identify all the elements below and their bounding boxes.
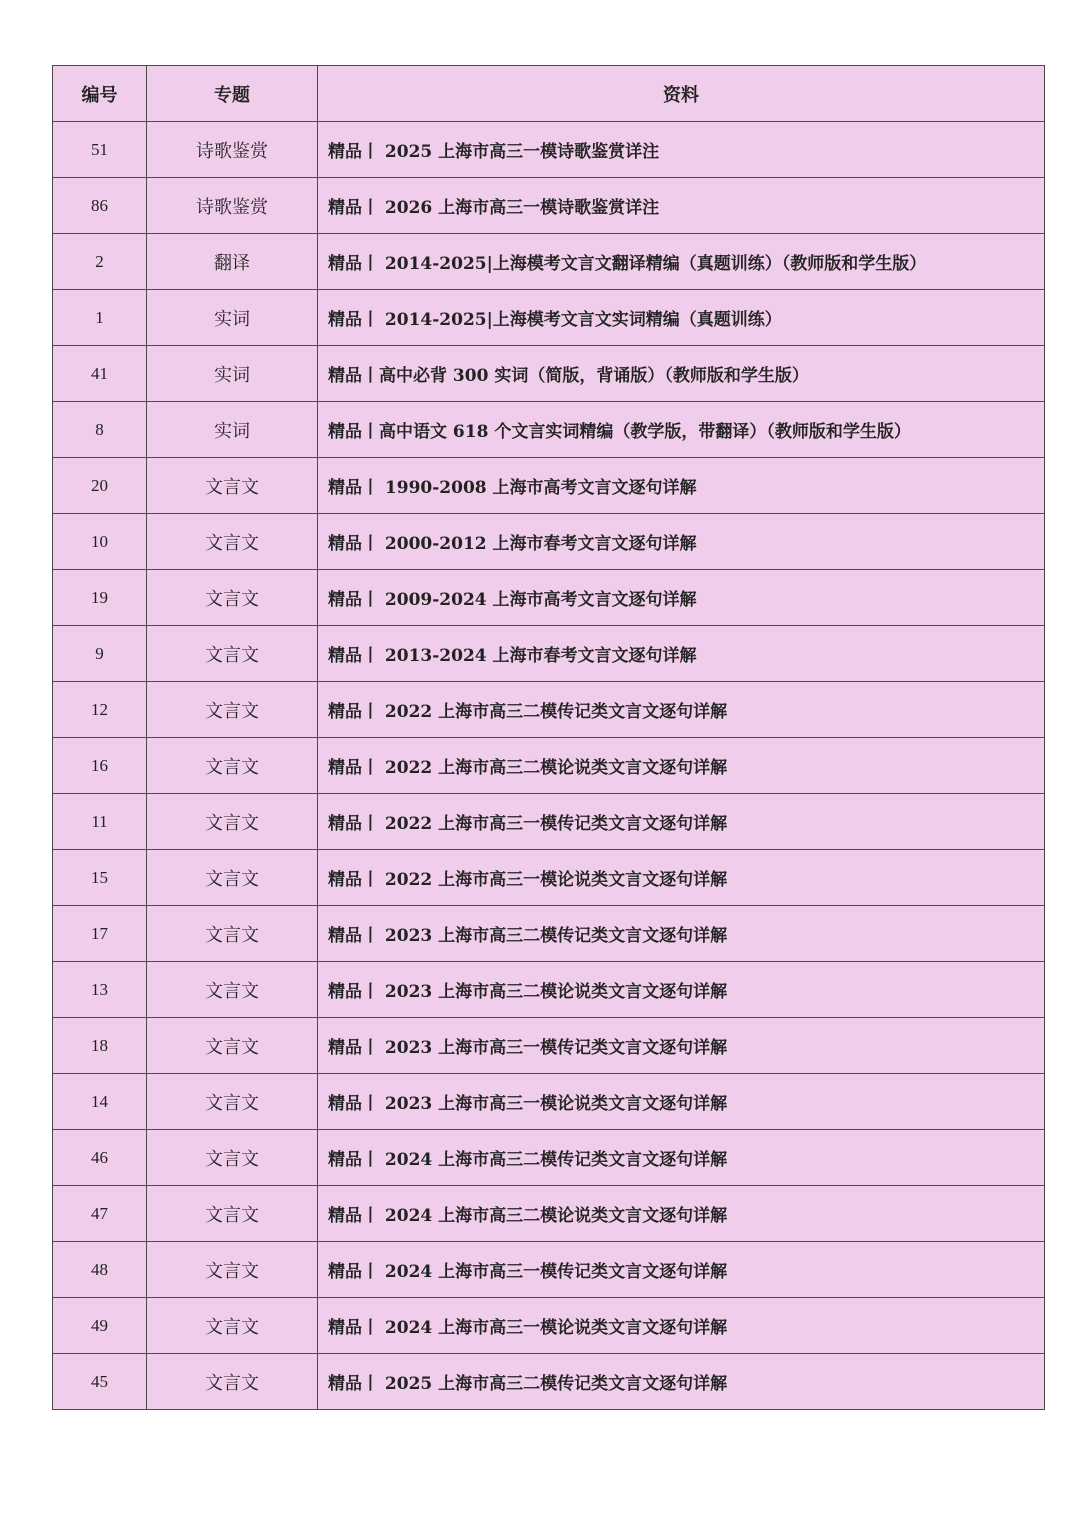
table-row	[53, 290, 1045, 346]
row-material: 精品丨 2026 上海市高三一模诗歌鉴赏详注	[318, 178, 1045, 234]
row-material: 精品丨 2000-2012 上海市春考文言文逐句详解	[318, 514, 1045, 570]
row-topic: 文言文	[147, 962, 318, 1018]
table-row	[53, 962, 1045, 1018]
row-material: 精品丨 2013-2024 上海市春考文言文逐句详解	[318, 626, 1045, 682]
row-topic: 文言文	[147, 1298, 318, 1354]
table-row	[53, 122, 1045, 178]
row-number: 10	[53, 514, 147, 570]
table-row	[53, 178, 1045, 234]
row-number: 46	[53, 1130, 147, 1186]
row-topic: 文言文	[147, 626, 318, 682]
row-topic: 文言文	[147, 1018, 318, 1074]
row-number: 86	[53, 178, 147, 234]
row-number: 51	[53, 122, 147, 178]
row-material: 精品丨 2014-2025|上海模考文言文翻译精编（真题训练）（教师版和学生版）	[318, 234, 1045, 290]
row-topic: 文言文	[147, 906, 318, 962]
table-row	[53, 626, 1045, 682]
row-number: 15	[53, 850, 147, 906]
table-row	[53, 514, 1045, 570]
table-row	[53, 1242, 1045, 1298]
row-number: 49	[53, 1298, 147, 1354]
row-number: 47	[53, 1186, 147, 1242]
row-material: 精品丨高中必背 300 实词（简版，背诵版）（教师版和学生版）	[318, 346, 1045, 402]
row-topic: 文言文	[147, 1130, 318, 1186]
row-number: 11	[53, 794, 147, 850]
row-material: 精品丨 2022 上海市高三二模论说类文言文逐句详解	[318, 738, 1045, 794]
row-material: 精品丨 2022 上海市高三一模传记类文言文逐句详解	[318, 794, 1045, 850]
table-row	[53, 570, 1045, 626]
table-row	[53, 1298, 1045, 1354]
row-material: 精品丨高中语文 618 个文言实词精编（教学版，带翻译）（教师版和学生版）	[318, 402, 1045, 458]
row-number: 18	[53, 1018, 147, 1074]
row-topic: 翻译	[147, 234, 318, 290]
row-number: 17	[53, 906, 147, 962]
table-row	[53, 458, 1045, 514]
row-material: 精品丨 2024 上海市高三一模论说类文言文逐句详解	[318, 1298, 1045, 1354]
table-row	[53, 1130, 1045, 1186]
row-topic: 文言文	[147, 794, 318, 850]
table-row	[53, 738, 1045, 794]
row-topic: 文言文	[147, 514, 318, 570]
row-material: 精品丨 2024 上海市高三二模传记类文言文逐句详解	[318, 1130, 1045, 1186]
table-row	[53, 234, 1045, 290]
row-number: 9	[53, 626, 147, 682]
row-material: 精品丨 2014-2025|上海模考文言文实词精编（真题训练）	[318, 290, 1045, 346]
row-material: 精品丨 2024 上海市高三一模传记类文言文逐句详解	[318, 1242, 1045, 1298]
row-topic: 实词	[147, 346, 318, 402]
row-topic: 诗歌鉴赏	[147, 122, 318, 178]
row-topic: 文言文	[147, 458, 318, 514]
row-material: 精品丨 2023 上海市高三一模论说类文言文逐句详解	[318, 1074, 1045, 1130]
row-number: 45	[53, 1354, 147, 1410]
header-topic: 专题	[147, 66, 318, 122]
row-number: 20	[53, 458, 147, 514]
row-topic: 文言文	[147, 1074, 318, 1130]
materials-table	[52, 65, 1045, 1410]
row-material: 精品丨 1990-2008 上海市高考文言文逐句详解	[318, 458, 1045, 514]
table-header-row	[53, 66, 1045, 122]
row-topic: 实词	[147, 290, 318, 346]
table-row	[53, 346, 1045, 402]
row-material: 精品丨 2025 上海市高三二模传记类文言文逐句详解	[318, 1354, 1045, 1410]
row-topic: 文言文	[147, 1242, 318, 1298]
row-material: 精品丨 2022 上海市高三一模论说类文言文逐句详解	[318, 850, 1045, 906]
table-row	[53, 906, 1045, 962]
table-row	[53, 682, 1045, 738]
row-number: 13	[53, 962, 147, 1018]
row-material: 精品丨 2023 上海市高三二模传记类文言文逐句详解	[318, 906, 1045, 962]
row-material: 精品丨 2025 上海市高三一模诗歌鉴赏详注	[318, 122, 1045, 178]
table-row	[53, 1018, 1045, 1074]
row-material: 精品丨 2023 上海市高三二模论说类文言文逐句详解	[318, 962, 1045, 1018]
table-row	[53, 1074, 1045, 1130]
row-material: 精品丨 2022 上海市高三二模传记类文言文逐句详解	[318, 682, 1045, 738]
row-number: 41	[53, 346, 147, 402]
header-material: 资料	[318, 66, 1045, 122]
row-topic: 文言文	[147, 1354, 318, 1410]
row-topic: 文言文	[147, 570, 318, 626]
row-number: 2	[53, 234, 147, 290]
row-material: 精品丨 2024 上海市高三二模论说类文言文逐句详解	[318, 1186, 1045, 1242]
row-topic: 文言文	[147, 850, 318, 906]
table-body	[53, 122, 1045, 1410]
row-material: 精品丨 2009-2024 上海市高考文言文逐句详解	[318, 570, 1045, 626]
row-material: 精品丨 2023 上海市高三一模传记类文言文逐句详解	[318, 1018, 1045, 1074]
row-topic: 文言文	[147, 682, 318, 738]
table-row	[53, 794, 1045, 850]
header-number: 编号	[53, 66, 147, 122]
row-topic: 文言文	[147, 738, 318, 794]
row-number: 1	[53, 290, 147, 346]
row-topic: 诗歌鉴赏	[147, 178, 318, 234]
table-row	[53, 1186, 1045, 1242]
table-row	[53, 850, 1045, 906]
table-row	[53, 402, 1045, 458]
row-number: 16	[53, 738, 147, 794]
row-number: 48	[53, 1242, 147, 1298]
row-number: 12	[53, 682, 147, 738]
row-number: 8	[53, 402, 147, 458]
row-number: 14	[53, 1074, 147, 1130]
table-row	[53, 1354, 1045, 1410]
row-topic: 文言文	[147, 1186, 318, 1242]
row-number: 19	[53, 570, 147, 626]
row-topic: 实词	[147, 402, 318, 458]
